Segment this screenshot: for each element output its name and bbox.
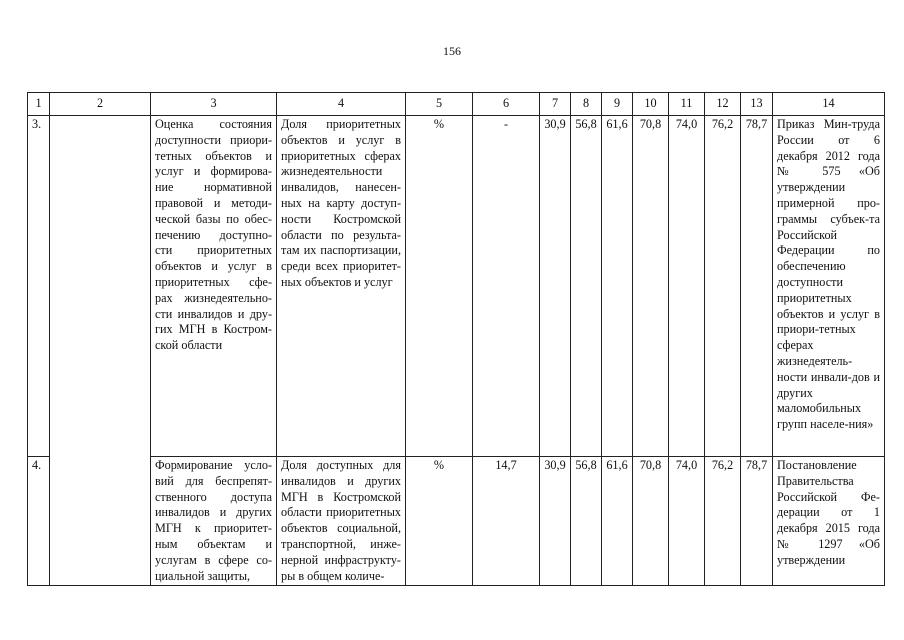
header-cell: 6	[473, 93, 540, 116]
header-cell: 5	[406, 93, 473, 116]
legal-basis: Приказ Мин-труда России от 6 декабря 2012 года № 575 «Об утверждении примерной про-граммы субъек-та Российской Федерации по обеспечению доступности приоритетных объектов и услуг в приори-тетных сферах жизнедеятель-ности инвали-дов и других маломобильных групп населе-ния»	[773, 116, 885, 457]
cell-col2	[50, 116, 151, 586]
value-cell: 61,6	[602, 116, 633, 457]
value-cell: 74,0	[669, 457, 705, 586]
row-number: 4.	[28, 457, 50, 586]
program-table	[27, 92, 885, 586]
legal-basis: Постановление Правительства Российской Фе-дерации от 1 декабря 2015 года № 1297 «Об утверждении	[773, 457, 885, 586]
header-cell: 4	[277, 93, 406, 116]
header-cell: 1	[28, 93, 50, 116]
value-cell: 76,2	[705, 457, 741, 586]
value-cell: 70,8	[633, 457, 669, 586]
base-value: -	[473, 116, 540, 457]
indicator-name: Доля доступных для инвалидов и других МГН в Костромской области приоритетных объектов социальной, транспортной, инже-нерной инфраструкту-ры в общем количе-	[277, 457, 406, 586]
value-cell: 30,9	[540, 116, 571, 457]
value-cell: 76,2	[705, 116, 741, 457]
value-cell: 74,0	[669, 116, 705, 457]
value-cell: 56,8	[571, 116, 602, 457]
table-row	[28, 457, 885, 586]
header-cell: 3	[151, 93, 277, 116]
value-cell: 70,8	[633, 116, 669, 457]
event-name: Оценка состояния доступности приори-тетных объектов и услуг и формирова-ние нормативной правовой и методи-ческой базы по обес-печению доступно-сти приоритетных объектов и услуг в приоритетных сфе-рах жизнедеятельно-сти инвалидов и дру-гих МГН в Костром-ской области	[151, 116, 277, 457]
page-number: 156	[443, 44, 461, 58]
value-cell: 78,7	[741, 457, 773, 586]
value-cell: 56,8	[571, 457, 602, 586]
indicator-name: Доля приоритетных объектов и услуг в приоритетных сферах жизнедеятельности инвалидов, нанесен-ных на карту доступ-ности Костромской области по результа-там их паспортизации, среди всех приоритет-ных объектов и услуг	[277, 116, 406, 457]
header-cell: 8	[571, 93, 602, 116]
header-cell: 12	[705, 93, 741, 116]
base-value: 14,7	[473, 457, 540, 586]
table-row	[28, 116, 885, 457]
row-number: 3.	[28, 116, 50, 457]
value-cell: 30,9	[540, 457, 571, 586]
header-cell: 7	[540, 93, 571, 116]
header-cell: 9	[602, 93, 633, 116]
value-cell: 61,6	[602, 457, 633, 586]
value-cell: 78,7	[741, 116, 773, 457]
header-cell: 10	[633, 93, 669, 116]
event-name: Формирование усло-вий для беспрепят-ственного доступа инвалидов и других МГН к приоритет-ным объектам и услугам в сфере со-циальной защиты,	[151, 457, 277, 586]
header-row	[28, 93, 885, 116]
unit: %	[406, 116, 473, 457]
unit: %	[406, 457, 473, 586]
header-cell: 13	[741, 93, 773, 116]
header-cell: 14	[773, 93, 885, 116]
header-cell: 11	[669, 93, 705, 116]
header-cell: 2	[50, 93, 151, 116]
